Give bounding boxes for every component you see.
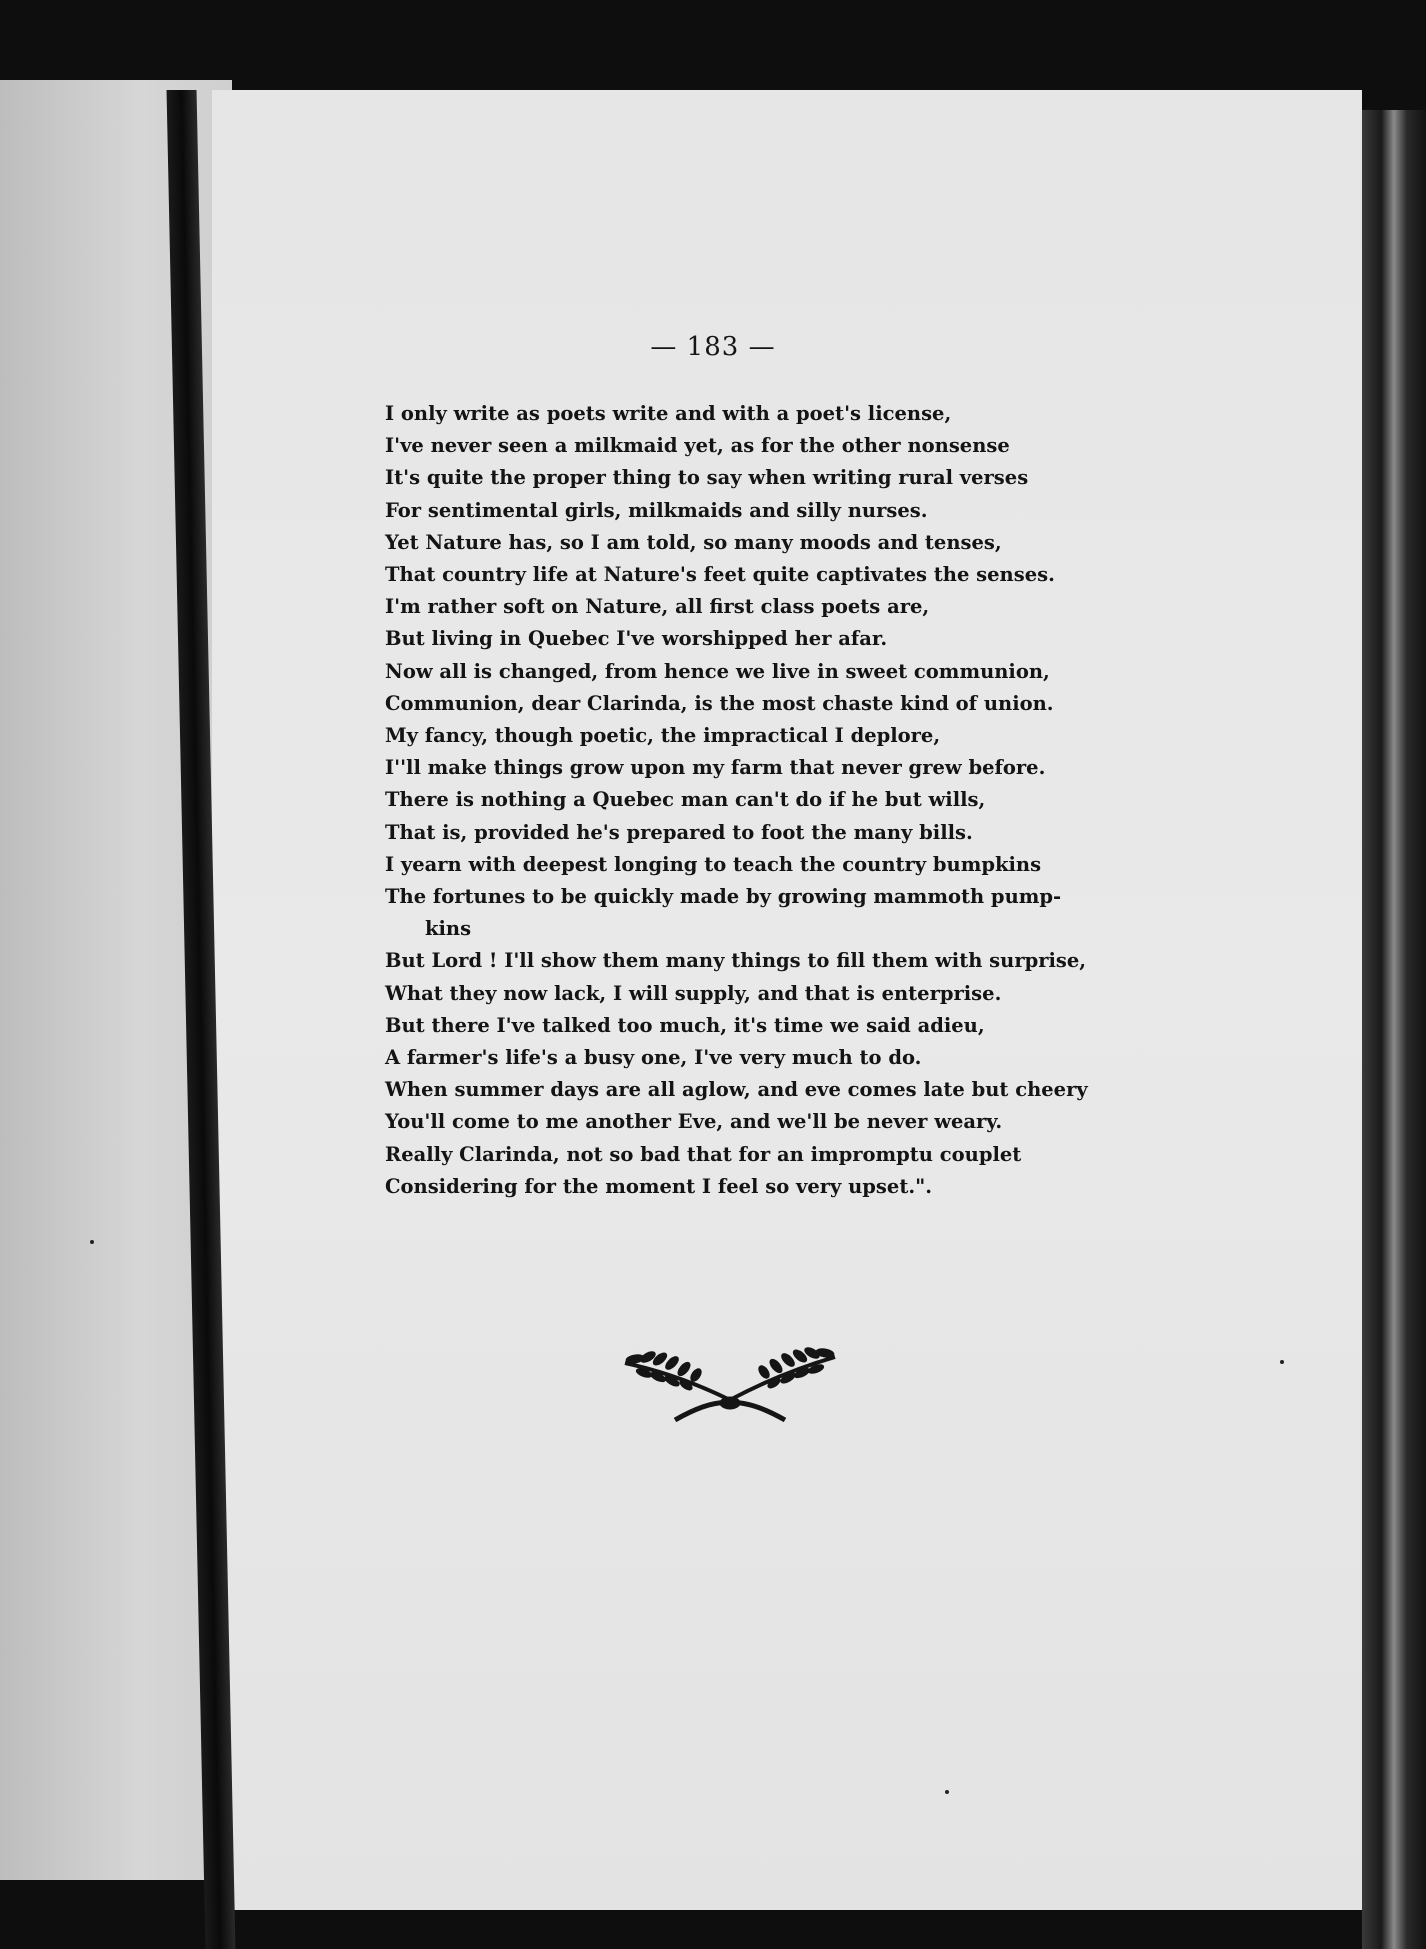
poem-line: The fortunes to be quickly made by growing mammoth pump- [385, 885, 1062, 909]
poem-line: Communion, dear Clarinda, is the most chaste kind of union. [385, 691, 1054, 715]
page-number: — 183 — [650, 332, 776, 362]
poem-line: I've never seen a milkmaid yet, as for the other nonsense [385, 434, 1010, 458]
poem-line: Really Clarinda, not so bad that for an impromptu couplet [385, 1142, 1022, 1166]
poem-line: It's quite the proper thing to say when writing rural verses [385, 466, 1029, 490]
poem-line: You'll come to me another Eve, and we'll be never weary. [385, 1110, 1003, 1134]
poem-line: Now all is changed, from hence we live in sweet communion, [385, 659, 1050, 683]
scan-speck [1280, 1360, 1284, 1364]
poem-line: What they now lack, I will supply, and that is enterprise. [385, 981, 1002, 1005]
poem-line: Yet Nature has, so I am told, so many moods and tenses, [385, 530, 1002, 554]
poem-line: That is, provided he's prepared to foot the many bills. [385, 820, 973, 844]
poem-line: I'm rather soft on Nature, all first class poets are, [385, 595, 930, 619]
poem-line: But living in Quebec I've worshipped her afar. [385, 627, 888, 651]
poem-line: For sentimental girls, milkmaids and silly nurses. [385, 498, 928, 522]
poem-line: I''ll make things grow upon my farm that never grew before. [385, 756, 1046, 780]
poem-line: But there I've talked too much, it's time we said adieu, [385, 1013, 985, 1037]
poem-line: There is nothing a Quebec man can't do if he but wills, [385, 788, 986, 812]
poem-line: When summer days are all aglow, and eve comes late but cheery [385, 1078, 1088, 1102]
poem-text [385, 398, 1105, 1203]
book-page-edge [1362, 110, 1426, 1949]
poem-line: A farmer's life's a busy one, I've very much to do. [385, 1046, 922, 1070]
scan-speck [90, 1240, 94, 1244]
crossed-laurel-branches-icon [620, 1345, 840, 1425]
poem-line: I only write as poets write and with a poet's license, [385, 402, 952, 425]
poem-line: Considering for the moment I feel so very upset.". [385, 1174, 933, 1198]
poem-line: But Lord ! I'll show them many things to fill them with surprise, [385, 949, 1087, 973]
poem-line: That country life at Nature's feet quite captivates the senses. [385, 563, 1055, 587]
poem-line-continuation: kins [425, 917, 472, 941]
scan-speck [945, 1790, 949, 1794]
poem-line: My fancy, though poetic, the impractical I deplore, [385, 724, 941, 748]
poem-line: I yearn with deepest longing to teach the country bumpkins [385, 852, 1042, 876]
